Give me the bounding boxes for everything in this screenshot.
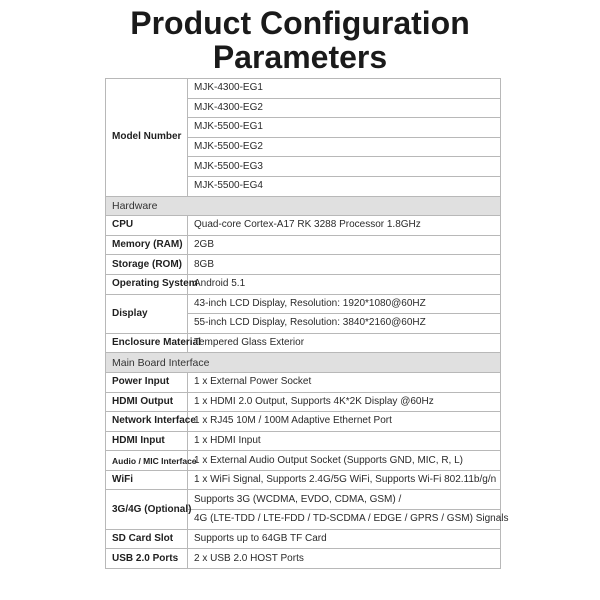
table-row: [106, 216, 501, 236]
os-value: Android 5.1: [188, 274, 501, 294]
sd-card-value: Supports up to 64GB TF Card: [188, 529, 501, 549]
enclosure-value: Tempered Glass Exterior: [188, 333, 501, 353]
hardware-section-header: Hardware: [106, 196, 501, 216]
model-number-value: MJK-5500-EG4: [188, 176, 501, 196]
table-row: [106, 372, 501, 392]
cpu-value: Quad-core Cortex-A17 RK 3288 Processor 1.8GHz: [188, 216, 501, 236]
title-line-1: Product Configuration: [130, 5, 470, 41]
cellular-value: 4G (LTE-TDD / LTE-FDD / TD-SCDMA / EDGE / GPRS / GSM) Signals: [188, 510, 501, 530]
page-title: [0, 6, 600, 74]
table-row: [106, 490, 501, 510]
cpu-label: CPU: [106, 216, 188, 236]
usb-ports-value: 2 x USB 2.0 HOST Ports: [188, 549, 501, 569]
ram-label: Memory (RAM): [106, 235, 188, 255]
table-row: [106, 235, 501, 255]
spec-table: [105, 78, 509, 569]
model-number-value: MJK-5500-EG1: [188, 118, 501, 138]
hdmi-input-value: 1 x HDMI Input: [188, 431, 501, 451]
audio-interface-value: 1 x External Audio Output Socket (Supports GND, MIC, R, L): [188, 451, 501, 471]
hdmi-input-label: HDMI Input: [106, 431, 188, 451]
mainboard-section-header: Main Board Interface: [106, 353, 501, 373]
table-row: [106, 412, 501, 432]
cellular-label: 3G/4G (Optional): [106, 490, 188, 529]
model-number-value: MJK-5500-EG3: [188, 157, 501, 177]
power-input-label: Power Input: [106, 372, 188, 392]
display-value: 43-inch LCD Display, Resolution: 1920*1080@60HZ: [188, 294, 501, 314]
hdmi-output-value: 1 x HDMI 2.0 Output, Supports 4K*2K Display @60Hz: [188, 392, 501, 412]
table-row: [106, 79, 501, 99]
table-row: [106, 529, 501, 549]
power-input-value: 1 x External Power Socket: [188, 372, 501, 392]
table-row: [106, 255, 501, 275]
display-value: 55-inch LCD Display, Resolution: 3840*2160@60HZ: [188, 314, 501, 334]
network-interface-value: 1 x RJ45 10M / 100M Adaptive Ethernet Port: [188, 412, 501, 432]
table-row: [106, 470, 501, 490]
table-row: [106, 294, 501, 314]
model-number-value: MJK-5500-EG2: [188, 137, 501, 157]
os-label: Operating System: [106, 274, 188, 294]
enclosure-label: Enclosure Material: [106, 333, 188, 353]
model-number-label: Model Number: [106, 79, 188, 197]
rom-value: 8GB: [188, 255, 501, 275]
table-row: [106, 392, 501, 412]
table-row: [106, 549, 501, 569]
display-label: Display: [106, 294, 188, 333]
wifi-label: WiFi: [106, 470, 188, 490]
ram-value: 2GB: [188, 235, 501, 255]
cellular-value: Supports 3G (WCDMA, EVDO, CDMA, GSM) /: [188, 490, 501, 510]
model-number-value: MJK-4300-EG1: [188, 79, 501, 99]
table-row: [106, 451, 501, 471]
audio-interface-label: Audio / MIC Interface: [106, 451, 188, 471]
sd-card-label: SD Card Slot: [106, 529, 188, 549]
title-line-2: Parameters: [212, 39, 388, 75]
section-header-row: [106, 196, 501, 216]
network-interface-label: Network Interface: [106, 412, 188, 432]
model-number-value: MJK-4300-EG2: [188, 98, 501, 118]
table-row: [106, 333, 501, 353]
table-row: [106, 431, 501, 451]
usb-ports-label: USB 2.0 Ports: [106, 549, 188, 569]
section-header-row: [106, 353, 501, 373]
wifi-value: 1 x WiFi Signal, Supports 2.4G/5G WiFi, Supports Wi-Fi 802.11b/g/n: [188, 470, 501, 490]
hdmi-output-label: HDMI Output: [106, 392, 188, 412]
rom-label: Storage (ROM): [106, 255, 188, 275]
table-row: [106, 274, 501, 294]
